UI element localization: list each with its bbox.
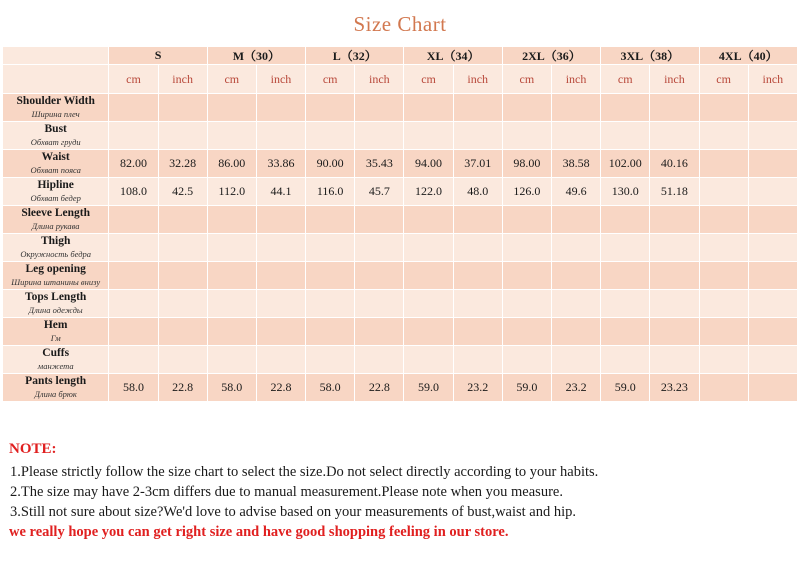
table-cell: 40.16	[650, 150, 699, 178]
table-cell	[699, 262, 748, 290]
row-label-ru: Обхват бедер	[30, 193, 81, 203]
row-label	[3, 234, 109, 262]
table-cell	[404, 94, 453, 122]
table-cell	[453, 290, 502, 318]
row-label-ru: Ширина плеч	[31, 109, 80, 119]
table-cell	[207, 262, 256, 290]
table-cell	[256, 262, 305, 290]
table-cell	[404, 206, 453, 234]
row-label	[3, 206, 109, 234]
table-cell	[699, 290, 748, 318]
table-cell: 44.1	[256, 178, 305, 206]
table-cell	[650, 262, 699, 290]
table-cell	[207, 206, 256, 234]
row-label-ru: Обхват груди	[30, 137, 81, 147]
table-cell: 23.2	[453, 374, 502, 402]
table-cell: 59.0	[502, 374, 551, 402]
table-cell: 35.43	[355, 150, 404, 178]
table-cell	[699, 234, 748, 262]
table-cell	[699, 206, 748, 234]
table-cell	[355, 234, 404, 262]
table-cell: 130.0	[601, 178, 650, 206]
table-cell	[650, 122, 699, 150]
table-cell: 37.01	[453, 150, 502, 178]
table-cell	[453, 206, 502, 234]
unit-header-row	[3, 65, 798, 94]
note-line: 1.Please strictly follow the size chart to select the size.Do not select directly according to your habits.	[10, 464, 599, 480]
table-cell	[158, 206, 207, 234]
table-cell: 58.0	[306, 374, 355, 402]
row-label	[3, 374, 109, 402]
table-cell	[109, 122, 158, 150]
table-cell	[355, 122, 404, 150]
table-cell	[256, 290, 305, 318]
page-title: Size Chart	[353, 12, 447, 36]
table-cell	[650, 94, 699, 122]
size-header: 4XL（40）	[699, 47, 797, 65]
table-cell	[306, 94, 355, 122]
table-cell: 94.00	[404, 150, 453, 178]
table-cell	[453, 94, 502, 122]
size-header: M（30）	[207, 47, 305, 65]
table-cell	[502, 234, 551, 262]
row-label-en: Thigh	[40, 235, 71, 247]
measurement-rows	[3, 94, 798, 402]
table-cell	[502, 206, 551, 234]
unit-inch: inch	[650, 65, 699, 94]
table-cell	[256, 318, 305, 346]
table-cell	[502, 290, 551, 318]
row-label	[3, 178, 109, 206]
table-cell	[551, 290, 600, 318]
unit-inch: inch	[256, 65, 305, 94]
row-label-ru: Гм	[50, 333, 61, 343]
table-cell: 58.0	[207, 374, 256, 402]
unit-inch: inch	[551, 65, 600, 94]
row-label-ru: Обхват пояса	[30, 165, 81, 175]
table-cell	[355, 318, 404, 346]
table-cell: 42.5	[158, 178, 207, 206]
row-label-ru: Длина рукава	[31, 221, 80, 231]
size-header: L（32）	[306, 47, 404, 65]
row-label-en: Hem	[43, 319, 68, 331]
row-label-en: Waist	[41, 151, 70, 163]
row-label-ru: Ширина штанины внизу	[11, 277, 101, 287]
table-cell	[158, 122, 207, 150]
row-label	[3, 262, 109, 290]
table-cell	[109, 206, 158, 234]
table-cell	[748, 234, 797, 262]
row-label-en: Pants length	[25, 375, 87, 387]
table-cell: 59.0	[601, 374, 650, 402]
size-header: 3XL（38）	[601, 47, 699, 65]
table-cell	[748, 206, 797, 234]
table-cell	[404, 234, 453, 262]
row-label-en: Cuffs	[42, 347, 70, 359]
table-cell: 33.86	[256, 150, 305, 178]
unit-inch: inch	[158, 65, 207, 94]
unit-inch: inch	[453, 65, 502, 94]
table-cell	[256, 206, 305, 234]
table-cell	[699, 346, 748, 374]
table-cell	[502, 346, 551, 374]
table-cell	[650, 206, 699, 234]
table-cell	[207, 234, 256, 262]
table-cell	[650, 346, 699, 374]
table-row	[3, 178, 798, 206]
table-cell	[158, 318, 207, 346]
table-cell	[306, 234, 355, 262]
table-cell	[699, 318, 748, 346]
table-cell	[650, 318, 699, 346]
table-cell: 116.0	[306, 178, 355, 206]
table-cell	[748, 150, 797, 178]
unit-cm: cm	[306, 65, 355, 94]
table-cell: 22.8	[355, 374, 404, 402]
table-cell	[551, 318, 600, 346]
unit-cm: cm	[699, 65, 748, 94]
unit-cm: cm	[404, 65, 453, 94]
table-cell	[699, 374, 748, 402]
table-cell: 45.7	[355, 178, 404, 206]
table-cell	[256, 94, 305, 122]
table-cell	[109, 234, 158, 262]
table-cell: 22.8	[158, 374, 207, 402]
table-cell: 38.58	[551, 150, 600, 178]
corner-cell	[3, 65, 109, 94]
table-cell	[699, 150, 748, 178]
size-header-row	[3, 47, 798, 65]
size-header: S	[109, 47, 207, 65]
unit-inch: inch	[748, 65, 797, 94]
row-label-ru: Длина брюк	[34, 389, 77, 399]
table-cell: 23.2	[551, 374, 600, 402]
table-cell	[601, 94, 650, 122]
table-cell	[109, 318, 158, 346]
table-cell: 51.18	[650, 178, 699, 206]
corner-cell	[3, 47, 109, 65]
table-cell: 126.0	[502, 178, 551, 206]
table-cell	[453, 318, 502, 346]
table-cell	[404, 346, 453, 374]
table-cell	[158, 234, 207, 262]
table-cell: 112.0	[207, 178, 256, 206]
table-cell	[306, 290, 355, 318]
table-cell	[502, 122, 551, 150]
unit-cm: cm	[109, 65, 158, 94]
table-cell	[158, 94, 207, 122]
table-cell	[256, 346, 305, 374]
table-cell	[453, 234, 502, 262]
table-cell	[650, 290, 699, 318]
table-cell: 82.00	[109, 150, 158, 178]
table-cell	[650, 234, 699, 262]
row-label-en: Shoulder Width	[16, 95, 95, 107]
table-cell	[551, 206, 600, 234]
row-label-en: Sleeve Length	[21, 207, 91, 219]
row-label	[3, 290, 109, 318]
table-cell	[306, 346, 355, 374]
table-cell	[748, 262, 797, 290]
table-cell	[551, 234, 600, 262]
table-cell	[404, 290, 453, 318]
table-cell	[502, 262, 551, 290]
row-label	[3, 346, 109, 374]
table-row	[3, 150, 798, 178]
table-cell: 48.0	[453, 178, 502, 206]
note-line: 2.The size may have 2-3cm differs due to manual measurement.Please note when you measure.	[10, 484, 563, 500]
row-label	[3, 122, 109, 150]
row-label	[3, 150, 109, 178]
table-cell	[748, 374, 797, 402]
table-cell: 86.00	[207, 150, 256, 178]
table-cell: 90.00	[306, 150, 355, 178]
table-cell	[453, 122, 502, 150]
table-cell	[551, 122, 600, 150]
size-header: 2XL（36）	[502, 47, 600, 65]
table-cell	[109, 262, 158, 290]
note-line: 3.Still not sure about size?We'd love to advise based on your measurements of bust,waist and hip.	[10, 504, 577, 520]
table-row	[3, 206, 798, 234]
table-cell	[601, 206, 650, 234]
table-cell	[551, 346, 600, 374]
table-cell	[502, 318, 551, 346]
table-cell	[306, 122, 355, 150]
row-label	[3, 318, 109, 346]
table-cell	[256, 234, 305, 262]
row-label	[3, 94, 109, 122]
table-cell	[453, 262, 502, 290]
table-cell	[207, 346, 256, 374]
table-cell	[601, 290, 650, 318]
table-cell	[404, 122, 453, 150]
table-cell	[306, 206, 355, 234]
table-cell	[207, 318, 256, 346]
table-cell	[601, 346, 650, 374]
unit-cm: cm	[502, 65, 551, 94]
table-cell	[355, 206, 404, 234]
table-cell	[748, 122, 797, 150]
table-cell	[601, 234, 650, 262]
table-cell	[306, 262, 355, 290]
table-row	[3, 94, 798, 122]
table-cell	[207, 122, 256, 150]
row-label-en: Bust	[44, 123, 67, 135]
note-title: NOTE:	[9, 441, 57, 457]
table-cell	[109, 94, 158, 122]
table-cell	[748, 318, 797, 346]
row-label-en: Hipline	[37, 179, 74, 191]
table-row	[3, 290, 798, 318]
note-final-message: we really hope you can get right size and have good shopping feeling in our store.	[9, 524, 509, 540]
table-cell	[748, 178, 797, 206]
table-cell: 122.0	[404, 178, 453, 206]
table-row	[3, 234, 798, 262]
table-cell: 102.00	[601, 150, 650, 178]
table-cell: 58.0	[109, 374, 158, 402]
table-cell	[355, 94, 404, 122]
table-cell	[355, 262, 404, 290]
row-label-ru: Окружность бедра	[20, 249, 92, 259]
table-cell	[748, 94, 797, 122]
row-label-ru: манжета	[37, 361, 74, 371]
table-cell	[601, 262, 650, 290]
table-cell	[748, 346, 797, 374]
table-row	[3, 374, 798, 402]
table-row	[3, 262, 798, 290]
table-row	[3, 122, 798, 150]
size-chart-table	[2, 46, 798, 402]
table-cell	[404, 262, 453, 290]
table-cell	[748, 290, 797, 318]
row-label-ru: Длина одежды	[28, 305, 83, 315]
table-cell: 59.0	[404, 374, 453, 402]
table-cell	[355, 290, 404, 318]
row-label-en: Tops Length	[25, 291, 87, 303]
table-cell	[699, 122, 748, 150]
table-row	[3, 346, 798, 374]
table-cell	[158, 290, 207, 318]
unit-cm: cm	[207, 65, 256, 94]
table-cell	[502, 94, 551, 122]
table-cell: 23.23	[650, 374, 699, 402]
table-cell	[109, 290, 158, 318]
table-cell: 49.6	[551, 178, 600, 206]
table-row	[3, 318, 798, 346]
size-header: XL（34）	[404, 47, 502, 65]
notes-section	[9, 441, 799, 542]
unit-cm: cm	[601, 65, 650, 94]
table-cell	[109, 346, 158, 374]
table-cell	[699, 178, 748, 206]
row-label-en: Leg opening	[25, 263, 86, 275]
table-cell	[551, 94, 600, 122]
table-cell	[158, 346, 207, 374]
table-cell	[256, 122, 305, 150]
table-cell	[601, 318, 650, 346]
table-cell	[207, 290, 256, 318]
table-cell	[306, 318, 355, 346]
table-cell: 98.00	[502, 150, 551, 178]
table-cell	[207, 94, 256, 122]
table-cell	[601, 122, 650, 150]
table-cell	[158, 262, 207, 290]
table-cell	[551, 262, 600, 290]
table-cell: 22.8	[256, 374, 305, 402]
unit-inch: inch	[355, 65, 404, 94]
table-cell	[699, 94, 748, 122]
table-cell: 32.28	[158, 150, 207, 178]
table-cell	[453, 346, 502, 374]
table-cell: 108.0	[109, 178, 158, 206]
table-cell	[404, 318, 453, 346]
table-cell	[355, 346, 404, 374]
